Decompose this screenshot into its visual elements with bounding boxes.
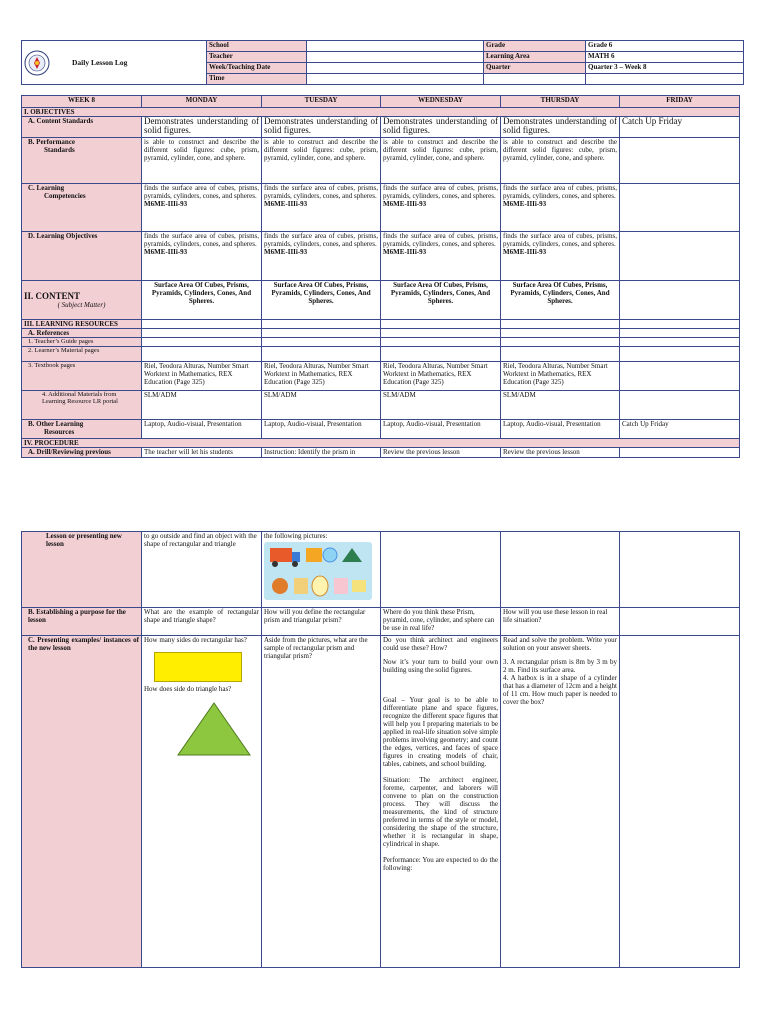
objectives-mon <box>142 232 262 281</box>
competencies-thu <box>501 184 620 232</box>
thursday-header: THURSDAY <box>501 96 620 108</box>
purpose-wed: Where do you think these Prism, pyramid, cone, cylinder, and sphere can be use in real life? <box>381 608 501 636</box>
objects-picture <box>264 542 372 600</box>
objective-code: M6ME-IIIi-93 <box>264 248 308 256</box>
header-logo-cell <box>22 41 207 85</box>
other-thu: Laptop, Audio-visual, Presentation <box>501 419 620 438</box>
empty-cell <box>620 390 740 419</box>
competency-text: finds the surface area of cubes, prisms, pyramids, cylinders, cones, and spheres. <box>503 184 617 200</box>
drill-wed: Review the previous lesson <box>381 447 501 457</box>
content-sub: ( Subject Matter) <box>57 300 106 309</box>
performance-standards-mon: is able to construct and describe the different solid figures: cube, prism, pyramid, cylinder, cone, and sphere. <box>142 138 262 184</box>
empty-cell <box>620 281 740 320</box>
truck-shape <box>270 548 292 562</box>
competency-text: finds the surface area of cubes, prisms, pyramids, cylinders, cones, and spheres. <box>264 184 378 200</box>
competency-text: finds the surface area of cubes, prisms, pyramids, cylinders, cones, and spheres. <box>144 184 259 200</box>
textbook-mon: Riel, Teodora Alturas, Number Smart Worktext in Mathematics, REX Education (Page 325) <box>142 361 262 390</box>
lesson-tue <box>262 532 381 608</box>
content-wed: Surface Area Of Cubes, Prisms, Pyramids, Cylinders, Cones, And Spheres. <box>381 281 501 320</box>
time-value[interactable] <box>307 74 484 85</box>
presenting-thu-problem-3: 3. A rectangular prism is 8m by 3 m by 2 m. Find its surface area. <box>503 658 617 674</box>
empty-cell <box>484 74 586 85</box>
friday-header: FRIDAY <box>620 96 740 108</box>
textbook-thu: Riel, Teodora Alturas, Number Smart Worktext in Mathematics, REX Education (Page 325) <box>501 361 620 390</box>
learners-material-label: 2. Learner’s Material pages <box>22 346 142 361</box>
presenting-wed-goal: Goal – Your goal is to be able to differentiate plane and space figures, recognize the different space figures that will help you I preparing materials to be applied in real-life situation solve simple problems involving geometry; and count the edges, vertices, and faces of space figures in creating models of chair, tables, cabinets, and school building. <box>383 696 498 768</box>
objectives-wed <box>381 232 501 281</box>
grade-label: Grade <box>484 41 586 52</box>
grade-value: Grade 6 <box>586 41 744 52</box>
tuesday-header: TUESDAY <box>262 96 381 108</box>
presenting-wed-p1: Do you think architect and engineers could use these? How? <box>383 636 498 652</box>
performance-standards-label <box>22 138 142 184</box>
other-resources-label <box>22 419 142 438</box>
empty-cell <box>620 532 740 608</box>
content-standards-thu: Demonstrates understanding of solid figures. <box>501 117 620 138</box>
empty-cell <box>620 232 740 281</box>
empty-cell <box>620 138 740 184</box>
drill-label: A. Drill/Reviewing previous <box>22 447 142 457</box>
presenting-thu-instructions: Read and solve the problem. Write your solution on your answer sheets. <box>503 636 617 652</box>
objective-text: finds the surface area of cubes, prisms, pyramids, cylinders, cones, and spheres. <box>503 232 617 248</box>
content-standards-mon: Demonstrates understanding of solid figures. <box>142 117 262 138</box>
school-value[interactable] <box>307 41 484 52</box>
drill-mon: The teacher will let his students <box>142 447 262 457</box>
competency-text: finds the surface area of cubes, prisms, pyramids, cylinders, cones, and spheres. <box>383 184 498 200</box>
empty-cell <box>620 447 740 457</box>
presenting-wed-performance: Performance: You are expected to do the following: <box>383 856 498 872</box>
textbook-label: 3. Textbook pages <box>22 361 142 390</box>
objective-text: finds the surface area of cubes, prisms, pyramids, cylinders, cones, and spheres. <box>144 232 259 248</box>
label-line: Resources <box>44 427 75 436</box>
slm-wed: SLM/ADM <box>381 390 501 419</box>
content-heading: II. CONTENT <box>24 290 81 301</box>
additional-materials-label: 4. Additional Materials from Learning Resource LR portal <box>22 390 142 419</box>
objectives-heading: I. OBJECTIVES <box>22 108 740 117</box>
competency-code: M6ME-IIIi-93 <box>144 200 188 208</box>
objective-code: M6ME-IIIi-93 <box>383 248 427 256</box>
quarter-value: Quarter 3 – Week 8 <box>586 63 744 74</box>
objective-text: finds the surface area of cubes, prisms, pyramids, cylinders, cones, and spheres. <box>383 232 498 248</box>
competency-code: M6ME-IIIi-93 <box>503 200 547 208</box>
references-label: A. References <box>22 329 142 338</box>
drill-tue: Instruction: Identify the prism in <box>262 447 381 457</box>
objectives-label: D. Learning Objectives <box>22 232 142 281</box>
triangle-shape <box>176 701 252 757</box>
textbook-tue: Riel, Teodora Alturas, Number Smart Worktext in Mathematics, REX Education (Page 325) <box>262 361 381 390</box>
empty-cell <box>501 532 620 608</box>
content-standards-tue: Demonstrates understanding of solid figures. <box>262 117 381 138</box>
empty-cell <box>586 74 744 85</box>
empty-cell <box>620 636 740 968</box>
competency-code: M6ME-IIIi-93 <box>383 200 427 208</box>
content-standards-wed: Demonstrates understanding of solid figures. <box>381 117 501 138</box>
week-label: Week/Teaching Date <box>207 63 307 74</box>
monday-header: MONDAY <box>142 96 262 108</box>
content-standards-fri: Catch Up Friday <box>620 117 740 138</box>
slm-thu: SLM/ADM <box>501 390 620 419</box>
school-label: School <box>207 41 307 52</box>
purpose-tue: How will you define the rectangular prism and triangular prism? <box>262 608 381 636</box>
lesson-label: Lesson or presenting new lesson <box>22 532 142 608</box>
header-title: Daily Lesson Log <box>72 57 128 67</box>
content-tue: Surface Area Of Cubes, Prisms, Pyramids, Cylinders, Cones, And Spheres. <box>262 281 381 320</box>
days-header-row <box>22 96 740 108</box>
competencies-mon <box>142 184 262 232</box>
competencies-tue <box>262 184 381 232</box>
objectives-thu <box>501 232 620 281</box>
deped-seal-icon <box>24 50 50 76</box>
area-label: Learning Area <box>484 52 586 63</box>
procedure-heading: IV. PROCEDURE <box>22 438 740 447</box>
purpose-thu: How will you use these lesson in real life situation? <box>501 608 620 636</box>
time-label: Time <box>207 74 307 85</box>
competencies-wed <box>381 184 501 232</box>
lesson-mon: to go outside and find an object with the shape of rectangular and triangle <box>142 532 262 608</box>
content-label <box>22 281 142 320</box>
header-table <box>21 40 744 85</box>
competencies-label <box>22 184 142 232</box>
objective-text: finds the surface area of cubes, prisms, pyramids, cylinders, cones, and spheres. <box>264 232 378 248</box>
objective-code: M6ME-IIIi-93 <box>144 248 188 256</box>
drill-thu: Review the previous lesson <box>501 447 620 457</box>
empty-cell <box>381 532 501 608</box>
other-tue: Laptop, Audio-visual, Presentation <box>262 419 381 438</box>
empty-cell <box>620 608 740 636</box>
purpose-label: B. Establishing a purpose for the lesson <box>22 608 142 636</box>
wednesday-header: WEDNESDAY <box>381 96 501 108</box>
slm-mon: SLM/ADM <box>142 390 262 419</box>
label-line: B. Other Learning <box>28 419 84 428</box>
other-fri: Catch Up Friday <box>620 419 740 438</box>
lesson-tue-text: the following pictures: <box>264 532 328 540</box>
performance-standards-thu: is able to construct and describe the different solid figures: cube, prism, pyramid, cylinder, cone, and sphere. <box>501 138 620 184</box>
presenting-wed-situation: Situation: The architect engineer, foreme, carpenter, and laborers will convene to plan on the construction process. They will discuss the measurements, the kind of structure preferred in terms of the style or model, considering the shape of the structure, whether it is rectangular in shape, cylindrical in shape. <box>383 776 498 848</box>
label-line: Competencies <box>44 192 86 200</box>
resources-heading: III. LEARNING RESOURCES <box>22 320 142 329</box>
purpose-mon: What are the example of rectangular shape and triangle shape? <box>142 608 262 636</box>
presenting-mon <box>142 636 262 968</box>
objective-code: M6ME-IIIi-93 <box>503 248 547 256</box>
content-standards-label: A. Content Standards <box>22 117 142 138</box>
other-mon: Laptop, Audio-visual, Presentation <box>142 419 262 438</box>
presenting-thu <box>501 636 620 968</box>
teacher-label: Teacher <box>207 52 307 63</box>
lesson-log-table-continued <box>21 531 740 968</box>
presenting-tue: Aside from the pictures, what are the sample of rectangular prism and triangular prism? <box>262 636 381 968</box>
presenting-mon-q2: How does side do triangle has? <box>144 685 232 693</box>
label-line: B. Performance <box>28 138 76 146</box>
empty-cell <box>620 361 740 390</box>
textbook-wed: Riel, Teodora Alturas, Number Smart Worktext in Mathematics, REX Education (Page 325) <box>381 361 501 390</box>
presenting-wed-p2: Now it’s your turn to build your own building using the solid figures. <box>383 658 498 674</box>
teacher-value[interactable] <box>307 52 484 63</box>
presenting-thu-problem-4: 4. A hatbox is in a shape of a cylinder that has a diameter of 12cm and a height of 11 cm. How much paper is needed to cover the box? <box>503 674 617 706</box>
content-thu: Surface Area Of Cubes, Prisms, Pyramids, Cylinders, Cones, And Spheres. <box>501 281 620 320</box>
empty-cell <box>620 184 740 232</box>
competency-code: M6ME-IIIi-93 <box>264 200 308 208</box>
performance-standards-wed: is able to construct and describe the different solid figures: cube, prism, pyramid, cylinder, cone, and sphere. <box>381 138 501 184</box>
lesson-log-table <box>21 95 740 458</box>
teachers-guide-label: 1. Teacher’s Guide pages <box>22 338 142 347</box>
presenting-label: C. Presenting examples/ instances of the new lesson <box>22 636 142 968</box>
week-header: WEEK 8 <box>22 96 142 108</box>
quarter-label: Quarter <box>484 63 586 74</box>
area-value: MATH 6 <box>586 52 744 63</box>
slm-tue: SLM/ADM <box>262 390 381 419</box>
label-line: Standards <box>44 146 75 154</box>
performance-standards-tue: is able to construct and describe the different solid figures: cube, prism, pyramid, cylinder, cone, and sphere. <box>262 138 381 184</box>
label-line: C. Learning <box>28 184 65 192</box>
other-wed: Laptop, Audio-visual, Presentation <box>381 419 501 438</box>
presenting-wed <box>381 636 501 968</box>
week-value[interactable] <box>307 63 484 74</box>
content-mon: Surface Area Of Cubes, Prisms, Pyramids, Cylinders, Cones, And Spheres. <box>142 281 262 320</box>
objectives-tue <box>262 232 381 281</box>
presenting-mon-q1: How many sides do rectangular has? <box>144 636 247 644</box>
rectangle-shape <box>154 652 242 682</box>
